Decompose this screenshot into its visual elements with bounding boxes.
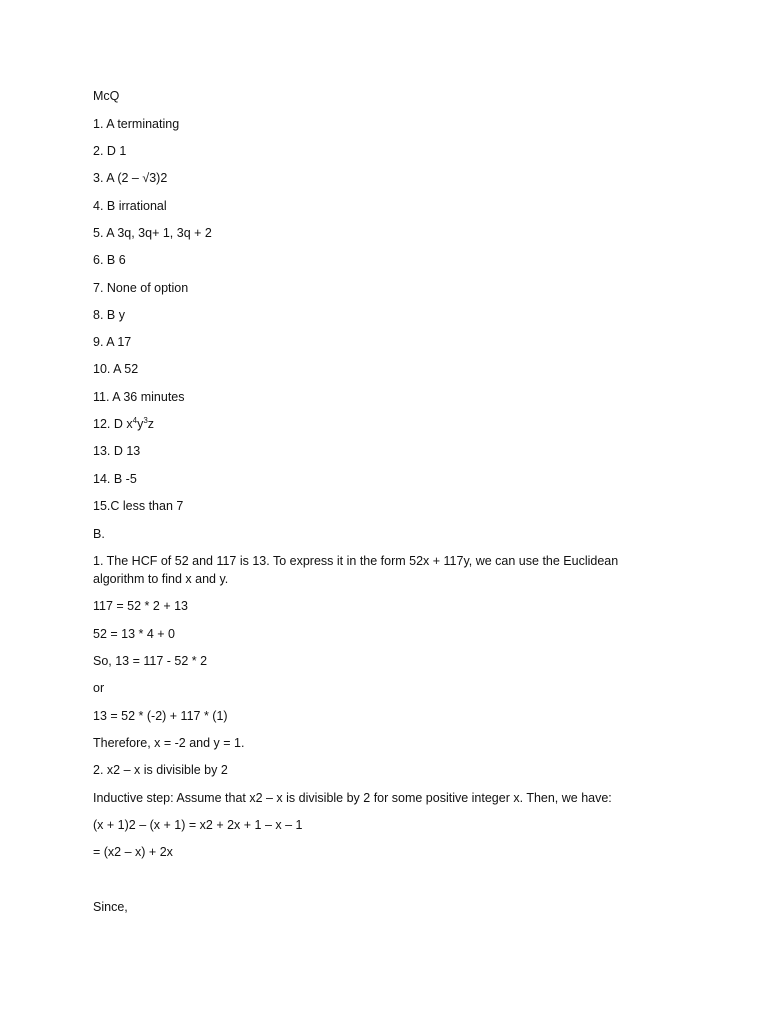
heading-mcq: McQ xyxy=(93,89,120,103)
mcq-answer-2: 2. D 1 xyxy=(93,144,127,158)
mcq-answer-4: 4. B irrational xyxy=(93,199,167,213)
mcq-answer-3: 3. A (2 – √3)2 xyxy=(93,171,168,185)
paragraph-hcf: 1. The HCF of 52 and 117 is 13. To express it in the form 52x + 117y, we can use the Euclidean algorithm to find x and y. xyxy=(93,554,619,586)
mcq-answer-14: 14. B -5 xyxy=(93,472,137,486)
mcq-answer-12 xyxy=(93,416,154,432)
mcq-answer-9: 9. A 17 xyxy=(93,335,132,349)
inductive-step-line: Inductive step: Assume that x2 – x is divisible by 2 for some positive integer x. Then, we have: xyxy=(93,791,612,805)
text-or: or xyxy=(93,681,105,695)
mcq-answer-13: 13. D 13 xyxy=(93,444,141,458)
mcq-answer-12-z: z xyxy=(147,417,155,431)
equation-line-4: 13 = 52 * (-2) + 117 * (1) xyxy=(93,709,228,723)
mcq-answer-12-exp-y: 3 xyxy=(143,416,148,425)
conclusion-line: Therefore, x = -2 and y = 1. xyxy=(93,736,245,750)
mcq-answer-1: 1. A terminating xyxy=(93,117,180,131)
since-line: Since, xyxy=(93,900,128,914)
mcq-answer-6: 6. B 6 xyxy=(93,253,126,267)
expansion-line-2: = (x2 – x) + 2x xyxy=(93,845,173,859)
mcq-answer-5: 5. A 3q, 3q+ 1, 3q + 2 xyxy=(93,226,212,240)
mcq-answer-8: 8. B y xyxy=(93,308,125,322)
equation-line-1: 117 = 52 * 2 + 13 xyxy=(93,599,188,613)
mcq-answer-12-exp-x: 4 xyxy=(132,416,138,425)
equation-line-2: 52 = 13 * 4 + 0 xyxy=(93,627,176,641)
section-b-heading: B. xyxy=(93,527,105,541)
mcq-answer-10: 10. A 52 xyxy=(93,362,139,376)
mcq-answer-12-y: y xyxy=(137,417,144,431)
mcq-answer-11: 11. A 36 minutes xyxy=(93,390,185,404)
equation-line-3: So, 13 = 117 - 52 * 2 xyxy=(93,654,208,668)
expansion-line-1: (x + 1)2 – (x + 1) = x2 + 2x + 1 – x – 1 xyxy=(93,818,303,832)
question-2-heading: 2. x2 – x is divisible by 2 xyxy=(93,763,228,777)
mcq-answer-15: 15.C less than 7 xyxy=(93,499,184,513)
mcq-answer-12-text: 12. D x xyxy=(93,417,133,431)
mcq-answer-7: 7. None of option xyxy=(93,281,189,295)
